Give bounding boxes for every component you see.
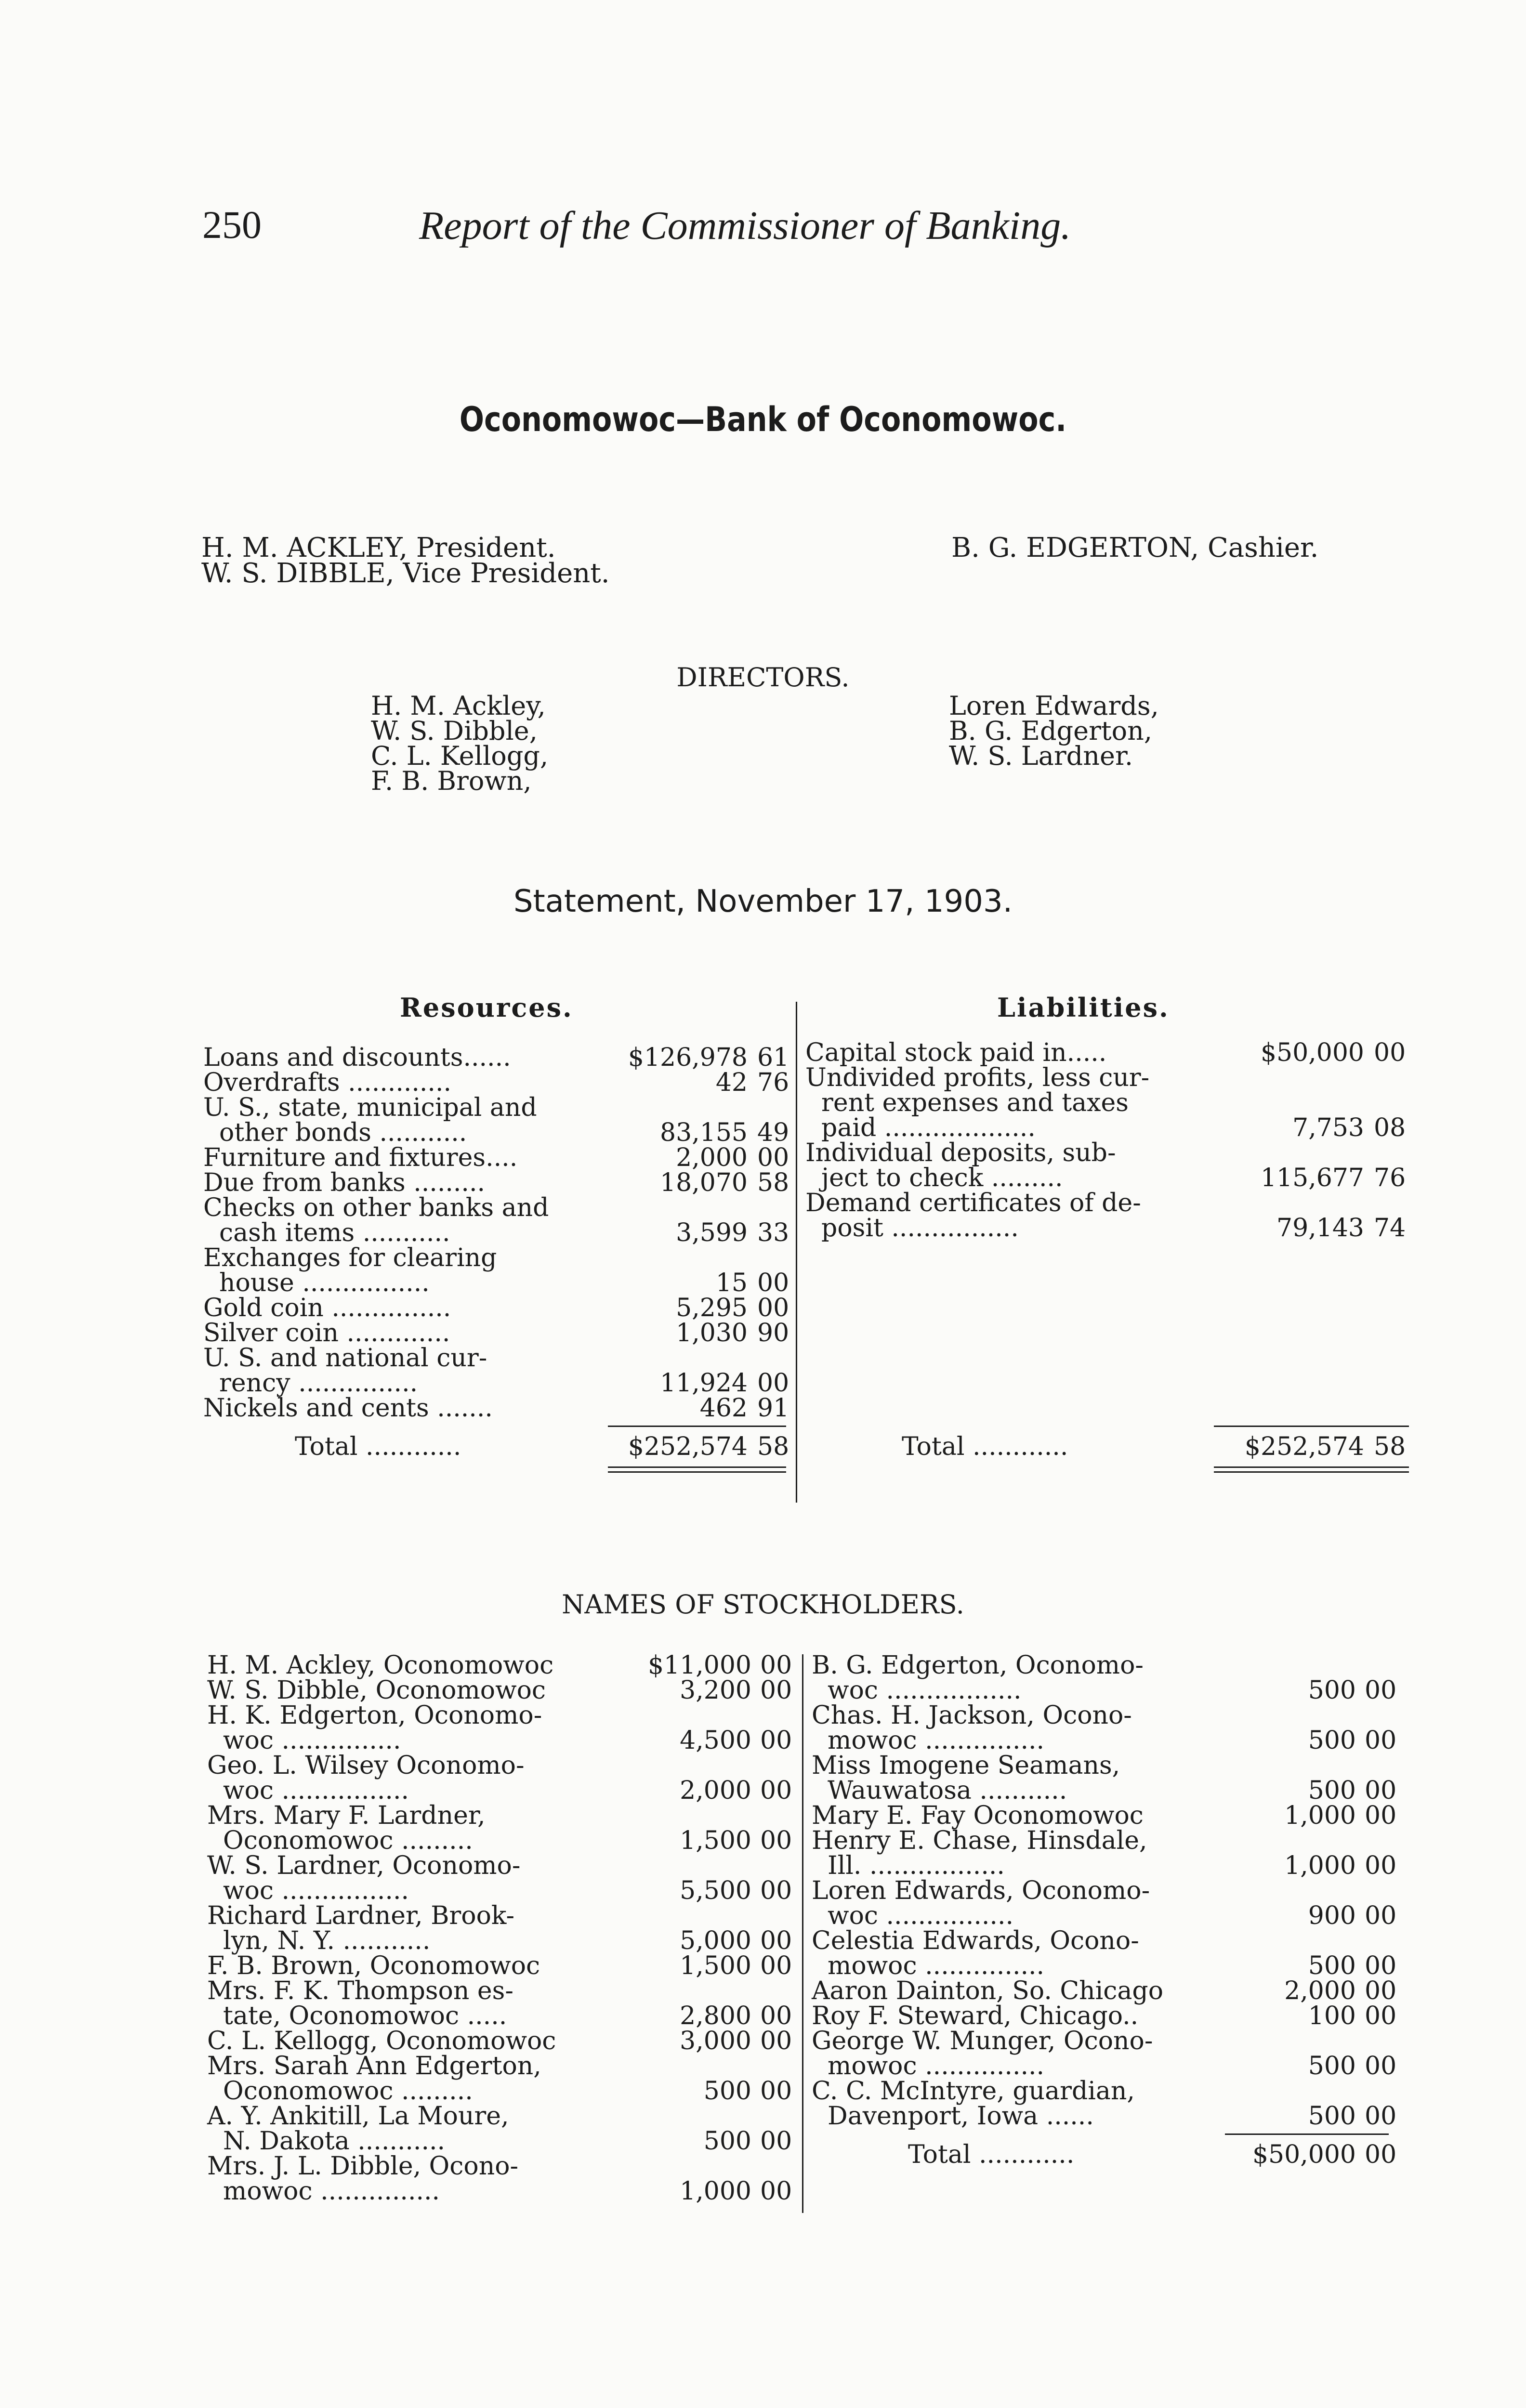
entry-label: C. L. Kellogg, Oconomowoc [207, 2027, 556, 2055]
entry-label: Oconomowoc ......... [207, 1826, 473, 1855]
amount-dollars: $50,000 [1260, 1038, 1364, 1067]
entry-label: paid ................... [805, 1113, 1036, 1142]
amount-cents: 00 [757, 1369, 789, 1398]
entry-label: Miss Imogene Seamans, [812, 1751, 1120, 1780]
bank-title: Oconomowoc—Bank of Oconomowoc. [459, 400, 1067, 439]
entry-label: Furniture and fixtures.... [203, 1143, 518, 1172]
entry-label: B. G. Edgerton, Oconomo- [812, 1651, 1144, 1680]
amount-dollars: 42 [715, 1068, 748, 1097]
liability-row [805, 1189, 1406, 1243]
entry-label: Geo. L. Wilsey Oconomo- [207, 1751, 525, 1780]
stockholder-row [812, 1653, 1397, 1703]
stockholder-row [207, 2054, 792, 2104]
directors-heading: DIRECTORS. [676, 662, 850, 693]
total-rule-top [608, 1426, 786, 1427]
amount-cents: 08 [1374, 1113, 1406, 1142]
amount-dollars: 2,000 [680, 1776, 751, 1805]
amount-dollars: 15 [715, 1269, 748, 1297]
stockholder-row [207, 2104, 792, 2154]
resource-row [203, 1068, 789, 1097]
entry-label: Richard Lardner, Brook- [207, 1901, 515, 1930]
stockholder-row [207, 1653, 792, 1678]
amount-dollars: 500 [1308, 1726, 1356, 1755]
amount-dollars: 900 [1308, 1901, 1356, 1930]
entry-label: Ill. ................. [812, 1851, 1005, 1880]
stockholder-row [207, 1978, 792, 2028]
entry-label: Davenport, Iowa ...... [812, 2102, 1094, 2131]
amount-dollars: 1,000 [1284, 1851, 1356, 1880]
stockholder-row [207, 1903, 792, 1953]
stockholder-row [207, 2154, 792, 2204]
total-row [203, 1432, 789, 1461]
entry-label: mowoc ............... [207, 2177, 440, 2206]
resource-row [203, 1093, 789, 1147]
amount-cents: 33 [757, 1218, 789, 1247]
directors-right-list [949, 691, 1159, 771]
amount-cents: 76 [757, 1068, 789, 1097]
entry-label: Individual deposits, sub- [805, 1139, 1116, 1167]
entry-label: Silver coin ............. [203, 1319, 450, 1348]
liabilities-heading: Liabilities. [997, 992, 1170, 1023]
amount-dollars: 100 [1308, 2002, 1356, 2030]
liability-row [805, 1038, 1406, 1067]
director-name: Loren Edwards, [949, 691, 1159, 721]
stockholder-row [207, 2028, 792, 2054]
amount-dollars: 18,070 [660, 1168, 748, 1197]
resource-row [203, 1394, 789, 1423]
president-line: H. M. ACKLEY, President. [201, 532, 556, 563]
entry-label: cash items ........... [203, 1218, 450, 1247]
stockholder-row [207, 1703, 792, 1753]
amount-dollars: 3,000 [680, 2027, 751, 2055]
amount-dollars: 500 [1308, 1951, 1356, 1980]
statement-column-divider [796, 1002, 797, 1503]
total-dollars: $252,574 [628, 1432, 748, 1461]
entry-label: W. S. Lardner, Oconomo- [207, 1851, 521, 1880]
amount-cents: 00 [760, 2177, 792, 2206]
amount-dollars: 500 [1308, 2102, 1356, 2131]
director-name: F. B. Brown, [371, 766, 532, 796]
entry-label: George W. Munger, Ocono- [812, 2027, 1153, 2055]
amount-dollars: 4,500 [680, 1726, 751, 1755]
stockholder-row [207, 1953, 792, 1978]
stockholder-row [207, 1678, 792, 1703]
entry-label: Oconomowoc ......... [207, 2077, 473, 2106]
running-title: Report of the Commissioner of Banking. [419, 203, 1071, 248]
resources-heading: Resources. [400, 992, 573, 1023]
amount-dollars: 115,677 [1260, 1164, 1364, 1192]
resource-row [203, 1344, 789, 1398]
total-rule-double [1214, 1471, 1409, 1473]
entry-label: ject to check ......... [805, 1164, 1063, 1192]
entry-label: C. C. McIntyre, guardian, [812, 2077, 1135, 2106]
stockholder-row [812, 1753, 1397, 1803]
stockholder-row [812, 1703, 1397, 1753]
amount-cents: 00 [760, 1826, 792, 1855]
page-number: 250 [202, 203, 262, 247]
amount-cents: 00 [1365, 1801, 1397, 1830]
resource-row [203, 1294, 789, 1322]
total-rule-top [1214, 1426, 1409, 1427]
amount-dollars: 3,200 [680, 1676, 751, 1705]
entry-label: woc ................. [812, 1676, 1022, 1705]
entry-label: mowoc ............... [812, 1726, 1045, 1755]
amount-dollars: 1,500 [680, 1951, 751, 1980]
entry-label: F. B. Brown, Oconomowoc [207, 1951, 540, 1980]
amount-dollars: 1,030 [676, 1319, 748, 1348]
director-name: H. M. Ackley, [371, 691, 546, 721]
amount-cents: 00 [760, 1951, 792, 1980]
entry-label: Mrs. J. L. Dibble, Ocono- [207, 2152, 519, 2181]
total-rule-double [608, 1466, 786, 1468]
total-rule-top [1225, 2133, 1389, 2135]
stockholder-row [812, 2079, 1397, 2129]
amount-dollars: $11,000 [647, 1651, 751, 1680]
entry-label: U. S., state, municipal and [203, 1093, 537, 1122]
entry-label: Loren Edwards, Oconomo- [812, 1876, 1150, 1905]
amount-dollars: 462 [699, 1394, 748, 1423]
amount-cents: 00 [760, 1776, 792, 1805]
amount-cents: 74 [1374, 1214, 1406, 1243]
amount-dollars: 5,500 [680, 1876, 751, 1905]
entry-label: Loans and discounts...... [203, 1043, 511, 1072]
entry-label: mowoc ............... [812, 1951, 1045, 1980]
amount-cents: 00 [760, 1726, 792, 1755]
stockholder-row [812, 2028, 1397, 2079]
amount-cents: 00 [760, 2077, 792, 2106]
entry-label: mowoc ............... [812, 2052, 1045, 2081]
entry-label: Celestia Edwards, Ocono- [812, 1926, 1139, 1955]
amount-cents: 00 [1365, 2102, 1397, 2131]
amount-cents: 00 [1365, 1776, 1397, 1805]
entry-label: Gold coin ............... [203, 1294, 451, 1322]
amount-cents: 00 [760, 1676, 792, 1705]
stockholder-row [812, 1803, 1397, 1828]
stockholder-row [812, 1878, 1397, 1928]
entry-label: N. Dakota ........... [207, 2127, 446, 2156]
amount-cents: 91 [757, 1394, 789, 1423]
total-label: Total ............ [295, 1432, 461, 1461]
entry-label: Undivided profits, less cur- [805, 1063, 1150, 1092]
entry-label: Checks on other banks and [203, 1193, 549, 1222]
total-dollars: $50,000 [1252, 2140, 1356, 2169]
amount-cents: 00 [760, 1876, 792, 1905]
entry-label: U. S. and national cur- [203, 1344, 487, 1373]
amount-dollars: 500 [703, 2077, 751, 2106]
director-name: B. G. Edgerton, [949, 716, 1153, 746]
stockholder-row [207, 1753, 792, 1803]
amount-dollars: 500 [1308, 2052, 1356, 2081]
total-label: Total ............ [902, 1432, 1068, 1461]
director-name: W. S. Dibble, [371, 716, 538, 746]
entry-label: H. M. Ackley, Oconomowoc [207, 1651, 554, 1680]
amount-dollars: 83,155 [660, 1118, 748, 1147]
amount-dollars: 2,800 [680, 2002, 751, 2030]
entry-label: Overdrafts ............. [203, 1068, 452, 1097]
amount-cents: 00 [1365, 2002, 1397, 2030]
liability-row [805, 1139, 1406, 1192]
entry-label: Mrs. Mary F. Lardner, [207, 1801, 486, 1830]
stockholders-column-divider [802, 1654, 803, 2213]
entry-label: other bonds ........... [203, 1118, 467, 1147]
entry-label: woc ................ [812, 1901, 1013, 1930]
total-dollars: $252,574 [1244, 1432, 1364, 1461]
total-rule-double [1214, 1466, 1409, 1468]
entry-label: Aaron Dainton, So. Chicago [812, 1976, 1164, 2005]
entry-label: lyn, N. Y. ........... [207, 1926, 431, 1955]
amount-cents: 00 [1365, 1851, 1397, 1880]
amount-cents: 90 [757, 1319, 789, 1348]
entry-label: Henry E. Chase, Hinsdale, [812, 1826, 1147, 1855]
amount-dollars: 1,000 [1284, 1801, 1356, 1830]
entry-label: A. Y. Ankitill, La Moure, [207, 2102, 509, 2131]
stockholders-heading: NAMES OF STOCKHOLDERS. [562, 1589, 964, 1620]
amount-dollars: 11,924 [660, 1369, 748, 1398]
liability-row [805, 1063, 1406, 1142]
amount-cents: 00 [1365, 1726, 1397, 1755]
amount-cents: 00 [1365, 1976, 1397, 2005]
entry-label: Nickels and cents ....... [203, 1394, 493, 1423]
amount-dollars: 5,000 [680, 1926, 751, 1955]
amount-dollars: 500 [1308, 1776, 1356, 1805]
amount-dollars: 2,000 [676, 1143, 748, 1172]
amount-cents: 00 [1365, 1676, 1397, 1705]
stockholder-row [812, 1828, 1397, 1878]
entry-label: Chas. H. Jackson, Ocono- [812, 1701, 1132, 1730]
total-rule-double [608, 1471, 786, 1473]
resource-row [203, 1243, 789, 1297]
resource-row [203, 1319, 789, 1348]
entry-label: Mary E. Fay Oconomowoc [812, 1801, 1144, 1830]
amount-cents: 00 [760, 1926, 792, 1955]
directors-left-list [371, 691, 549, 796]
amount-dollars: 1,500 [680, 1826, 751, 1855]
amount-cents: 00 [757, 1294, 789, 1322]
amount-cents: 00 [760, 2127, 792, 2156]
resource-row [203, 1143, 789, 1172]
amount-cents: 00 [757, 1143, 789, 1172]
amount-cents: 00 [1365, 1951, 1397, 1980]
total-cents: 58 [757, 1432, 789, 1461]
total-cents: 00 [1365, 2140, 1397, 2169]
resource-row [203, 1043, 789, 1072]
amount-cents: 61 [757, 1043, 789, 1072]
entry-label: house ................ [203, 1269, 430, 1297]
entry-label: tate, Oconomowoc ..... [207, 2002, 507, 2030]
entry-label: Capital stock paid in..... [805, 1038, 1107, 1067]
amount-cents: 00 [1374, 1038, 1406, 1067]
entry-label: woc ................ [207, 1776, 409, 1805]
amount-dollars: 79,143 [1276, 1214, 1364, 1243]
vice-president-line: W. S. DIBBLE, Vice President. [201, 558, 610, 589]
amount-cents: 00 [760, 2027, 792, 2055]
entry-label: H. K. Edgerton, Oconomo- [207, 1701, 542, 1730]
entry-label: Mrs. Sarah Ann Edgerton, [207, 2052, 541, 2081]
resource-row [203, 1168, 789, 1197]
amount-cents: 76 [1374, 1164, 1406, 1192]
entry-label: woc ................ [207, 1876, 409, 1905]
entry-label: posit ................ [805, 1214, 1019, 1243]
total-label: Total ............ [908, 2140, 1075, 2169]
entry-label: Roy F. Steward, Chicago.. [812, 2002, 1139, 2030]
statement-heading: Statement, November 17, 1903. [513, 884, 1013, 919]
entry-label: Mrs. F. K. Thompson es- [207, 1976, 513, 2005]
stockholder-row [812, 2003, 1397, 2028]
director-name: W. S. Lardner. [949, 741, 1133, 771]
stockholder-row [207, 1803, 792, 1853]
amount-cents: 00 [1365, 1901, 1397, 1930]
total-row [805, 1432, 1406, 1461]
cashier-line: B. G. EDGERTON, Cashier. [951, 532, 1319, 563]
amount-dollars: 2,000 [1284, 1976, 1356, 2005]
amount-cents: 00 [1365, 2052, 1397, 2081]
entry-label: rent expenses and taxes [805, 1088, 1129, 1117]
amount-cents: 00 [760, 2002, 792, 2030]
amount-dollars: $126,978 [628, 1043, 748, 1072]
total-row [812, 2142, 1397, 2167]
entry-label: woc ............... [207, 1726, 401, 1755]
entry-label: W. S. Dibble, Oconomowoc [207, 1676, 546, 1705]
resource-row [203, 1193, 789, 1247]
stockholder-row [812, 1928, 1397, 1978]
amount-cents: 00 [760, 1651, 792, 1680]
amount-cents: 00 [757, 1269, 789, 1297]
stockholder-row [207, 1853, 792, 1903]
entry-label: Demand certificates of de- [805, 1189, 1141, 1217]
entry-label: Exchanges for clearing [203, 1243, 497, 1272]
amount-dollars: 1,000 [680, 2177, 751, 2206]
stockholder-row [812, 1978, 1397, 2003]
amount-dollars: 7,753 [1292, 1113, 1364, 1142]
director-name: C. L. Kellogg, [371, 741, 549, 771]
amount-dollars: 3,599 [676, 1218, 748, 1247]
entry-label: Due from banks ......... [203, 1168, 485, 1197]
amount-cents: 58 [757, 1168, 789, 1197]
entry-label: rency ............... [203, 1369, 418, 1398]
amount-dollars: 5,295 [676, 1294, 748, 1322]
amount-dollars: 500 [703, 2127, 751, 2156]
total-cents: 58 [1374, 1432, 1406, 1461]
amount-dollars: 500 [1308, 1676, 1356, 1705]
entry-label: Wauwatosa ........... [812, 1776, 1067, 1805]
amount-cents: 49 [757, 1118, 789, 1147]
